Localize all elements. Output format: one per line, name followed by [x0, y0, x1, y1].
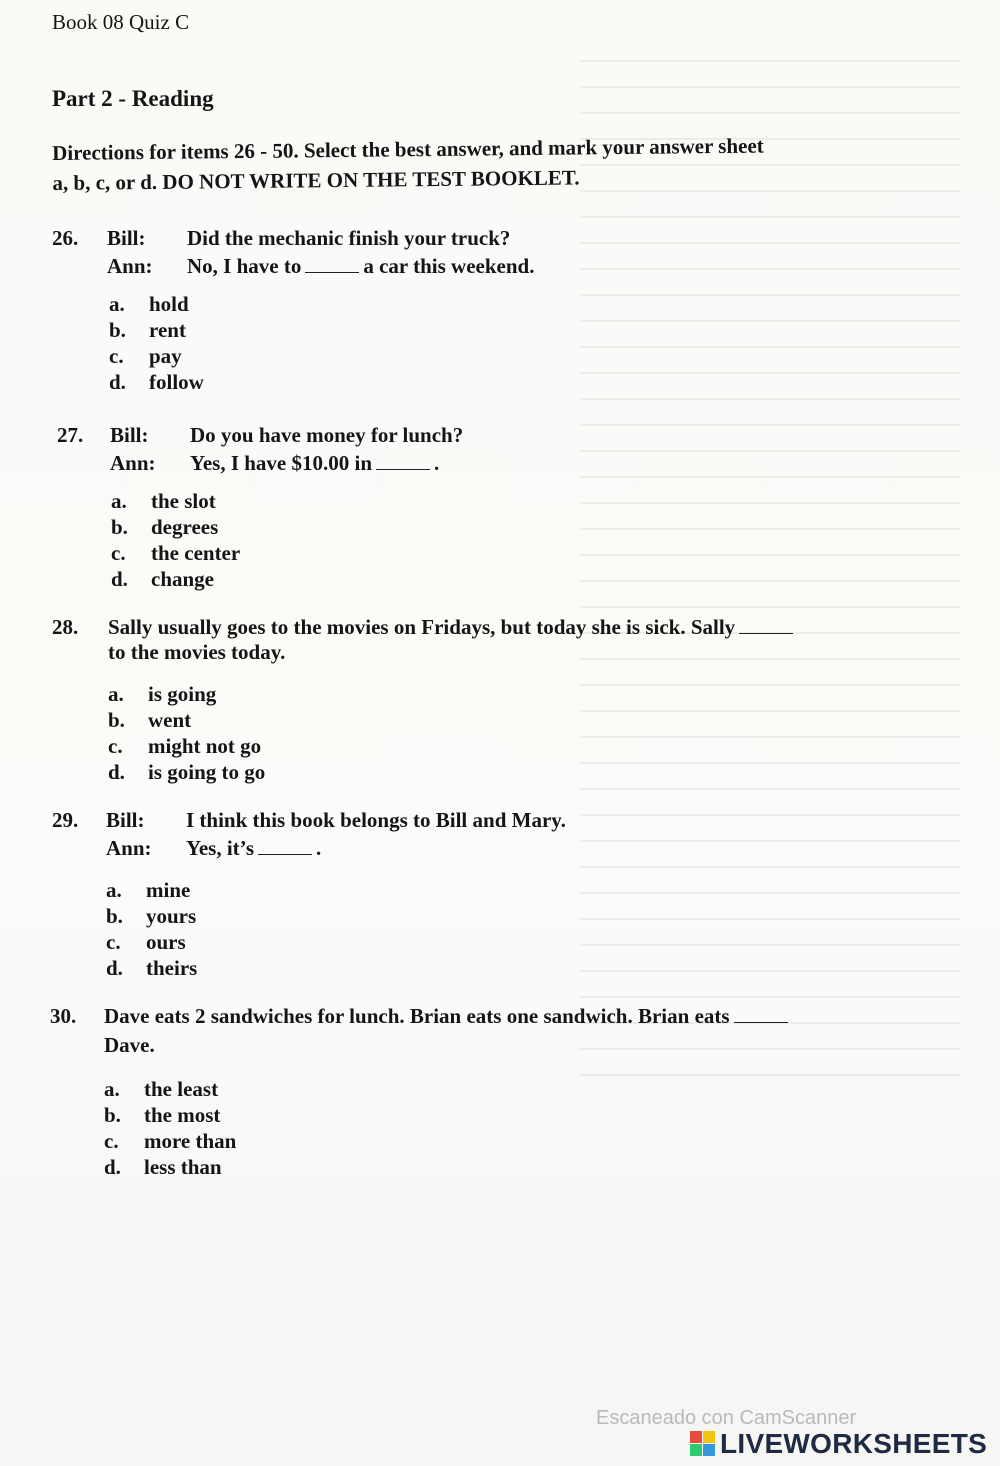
- option-letter: d.: [106, 956, 123, 980]
- option-letter: c.: [108, 734, 123, 758]
- line-text: Did the mechanic finish your truck?: [187, 226, 511, 250]
- question-number: 26.: [52, 226, 79, 250]
- line-text: to the movies today.: [108, 640, 286, 664]
- option-b[interactable]: [104, 1103, 236, 1129]
- answer-blank: [739, 617, 793, 634]
- option-text: mine: [146, 878, 191, 902]
- option-letter: b.: [109, 318, 126, 342]
- brand-name: LIVEWORKSHEETS: [720, 1428, 988, 1459]
- question-line: [110, 423, 463, 448]
- option-text: is going: [148, 682, 217, 706]
- question-line: [107, 254, 534, 279]
- option-letter: a.: [106, 878, 122, 902]
- option-text: yours: [146, 904, 197, 928]
- question-27: [57, 423, 917, 483]
- question-line: [110, 451, 439, 476]
- question-line: [107, 226, 510, 251]
- line-text-before: No, I have to: [187, 254, 302, 278]
- line-text: Do you have money for lunch?: [190, 423, 464, 447]
- option-b[interactable]: [108, 708, 265, 734]
- option-letter: c.: [106, 930, 121, 954]
- option-d[interactable]: [109, 370, 204, 396]
- directions: [52, 129, 913, 198]
- line-text-after: .: [316, 836, 322, 860]
- bleed-through-text: [580, 60, 960, 1140]
- option-c[interactable]: [111, 541, 240, 567]
- question-line: [106, 836, 321, 861]
- option-a[interactable]: [109, 292, 204, 318]
- option-d[interactable]: [106, 956, 197, 982]
- option-letter: b.: [108, 708, 125, 732]
- speaker: Ann:: [106, 836, 152, 860]
- line-text-before: Sally usually goes to the movies on Fridays, but today she is sick. Sally: [108, 615, 736, 639]
- question-number: 29.: [52, 808, 79, 832]
- directions-line-2: a, b, c, or d. DO NOT WRITE ON THE TEST BOOKLET.: [52, 165, 580, 195]
- option-text: hold: [149, 292, 189, 316]
- question-29: [52, 808, 912, 868]
- answer-blank: [305, 256, 359, 273]
- options-28: [108, 682, 265, 786]
- option-text: degrees: [151, 515, 219, 539]
- option-text: less than: [144, 1155, 222, 1179]
- option-letter: c.: [109, 344, 124, 368]
- option-text: went: [148, 708, 192, 732]
- line-text-after: a car this weekend.: [363, 254, 535, 278]
- line-text-after: .: [434, 451, 440, 475]
- option-a[interactable]: [108, 682, 265, 708]
- option-letter: d.: [109, 370, 126, 394]
- option-a[interactable]: [106, 878, 197, 904]
- line-text-before: Yes, it’s: [186, 836, 255, 860]
- option-letter: d.: [108, 760, 125, 784]
- option-letter: a.: [104, 1077, 120, 1101]
- directions-line-1: Directions for items 26 - 50. Select the best answer, and mark your answer sheet: [52, 133, 764, 165]
- question-number: 30.: [50, 1004, 77, 1028]
- liveworksheets-logo[interactable]: [690, 1428, 987, 1460]
- question-line: [106, 808, 566, 833]
- option-text: change: [151, 567, 214, 591]
- answer-blank: [734, 1006, 788, 1023]
- option-text: ours: [146, 930, 186, 954]
- liveworksheets-icon: [690, 1431, 716, 1457]
- option-letter: a.: [109, 292, 125, 316]
- option-letter: b.: [111, 515, 128, 539]
- options-26: [109, 292, 204, 396]
- option-c[interactable]: [108, 734, 265, 760]
- answer-blank: [258, 838, 312, 855]
- option-a[interactable]: [104, 1077, 236, 1103]
- speaker: Ann:: [107, 254, 153, 278]
- option-letter: d.: [104, 1155, 121, 1179]
- option-letter: b.: [104, 1103, 121, 1127]
- option-text: might not go: [148, 734, 262, 758]
- option-b[interactable]: [111, 515, 240, 541]
- question-line: [108, 615, 797, 640]
- question-number: 28.: [52, 615, 79, 639]
- option-text: the slot: [151, 489, 216, 513]
- answer-blank: [376, 453, 430, 470]
- speaker: Bill:: [110, 423, 149, 447]
- question-line: [104, 1004, 792, 1029]
- options-29: [106, 878, 197, 982]
- option-c[interactable]: [106, 930, 197, 956]
- question-28: [52, 615, 942, 675]
- options-30: [104, 1077, 236, 1181]
- option-c[interactable]: [104, 1129, 236, 1155]
- speaker: Bill:: [106, 808, 145, 832]
- question-30: [50, 1004, 950, 1064]
- line-text: Dave.: [104, 1033, 155, 1057]
- options-27: [111, 489, 240, 593]
- question-line: [108, 640, 285, 665]
- option-letter: a.: [108, 682, 124, 706]
- option-d[interactable]: [104, 1155, 236, 1181]
- option-b[interactable]: [109, 318, 204, 344]
- speaker: Bill:: [107, 226, 146, 250]
- option-text: the center: [151, 541, 241, 565]
- quiz-header: Book 08 Quiz C: [52, 10, 190, 34]
- option-a[interactable]: [111, 489, 240, 515]
- option-d[interactable]: [111, 567, 240, 593]
- option-text: is going to go: [148, 760, 266, 784]
- option-c[interactable]: [109, 344, 204, 370]
- option-text: the least: [144, 1077, 219, 1101]
- part-title: Part 2 - Reading: [52, 86, 214, 111]
- option-letter: c.: [111, 541, 126, 565]
- option-letter: b.: [106, 904, 123, 928]
- question-number: 27.: [57, 423, 84, 447]
- option-letter: d.: [111, 567, 128, 591]
- scanner-watermark: Escaneado con CamScanner: [596, 1407, 857, 1429]
- option-text: more than: [144, 1129, 237, 1153]
- line-text-before: Dave eats 2 sandwiches for lunch. Brian eats one sandwich. Brian eats: [104, 1004, 730, 1028]
- option-text: the most: [144, 1103, 221, 1127]
- option-letter: a.: [111, 489, 127, 513]
- line-text: I think this book belongs to Bill and Mary.: [186, 808, 566, 832]
- option-text: pay: [149, 344, 182, 368]
- option-d[interactable]: [108, 760, 265, 786]
- option-text: theirs: [146, 956, 198, 980]
- option-b[interactable]: [106, 904, 197, 930]
- option-text: rent: [149, 318, 186, 342]
- line-text-before: Yes, I have $10.00 in: [190, 451, 373, 475]
- option-text: follow: [149, 370, 204, 394]
- option-letter: c.: [104, 1129, 119, 1153]
- speaker: Ann:: [110, 451, 156, 475]
- question-line: [104, 1033, 155, 1058]
- question-26: [52, 226, 912, 286]
